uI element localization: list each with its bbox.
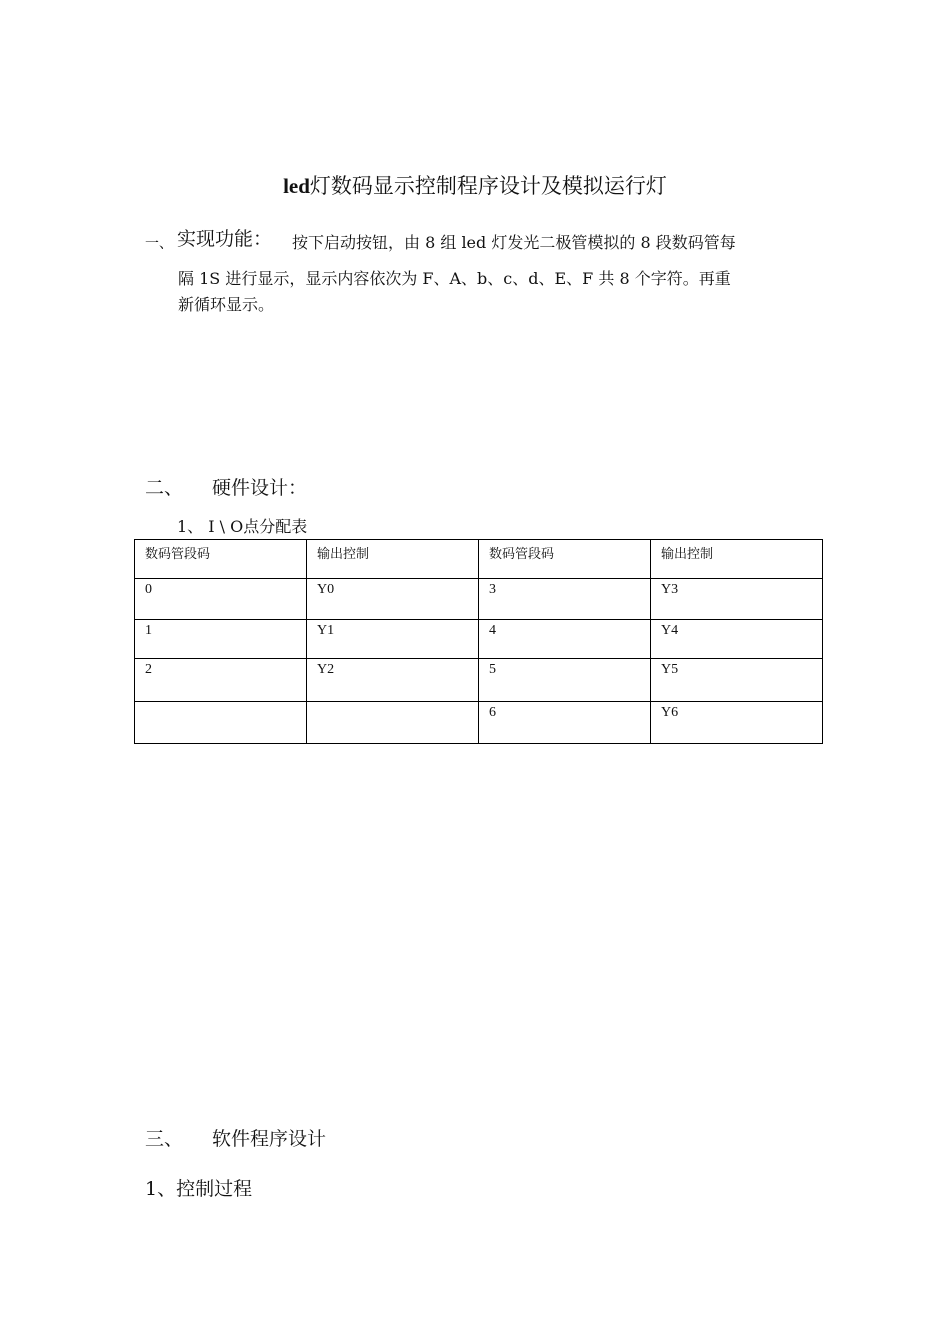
- table-header-cell: 输出控制: [307, 540, 479, 579]
- table-row: [135, 579, 823, 620]
- table-header-row: [135, 540, 823, 579]
- table-cell: 5: [479, 659, 651, 702]
- table-row: [135, 659, 823, 702]
- table-cell: Y0: [307, 579, 479, 620]
- table-header-cell: 数码管段码: [135, 540, 307, 579]
- section1-number: 一、: [145, 236, 173, 252]
- section2-heading: 硬件设计：: [212, 477, 308, 499]
- table-header-cell: 输出控制: [651, 540, 823, 579]
- table-cell: 0: [135, 579, 307, 620]
- io-table-caption: 1、 I \ O点分配表: [177, 517, 308, 536]
- table-cell: Y4: [651, 620, 823, 659]
- section2-number: 二、: [145, 477, 184, 499]
- table-cell: [135, 702, 307, 744]
- table-cell: Y6: [651, 702, 823, 744]
- section1-line3: 新循环显示。: [178, 295, 275, 314]
- table-cell: 1: [135, 620, 307, 659]
- page-title: [0, 170, 950, 200]
- section3-subheading: 1、控制过程: [145, 1178, 253, 1200]
- table-header-cell: 数码管段码: [479, 540, 651, 579]
- section1-heading: 实现功能：: [177, 228, 273, 250]
- table-cell: Y2: [307, 659, 479, 702]
- section3-number: 三、: [145, 1128, 184, 1150]
- title-bold: led: [283, 174, 310, 198]
- table-cell: Y3: [651, 579, 823, 620]
- section1-line1: 按下启动按钮，由 8 组 led 灯发光二极管模拟的 8 段数码管每: [292, 233, 736, 252]
- table-cell: 3: [479, 579, 651, 620]
- section3-heading: 软件程序设计: [212, 1128, 327, 1150]
- table-row: [135, 620, 823, 659]
- table-cell: 2: [135, 659, 307, 702]
- table-cell: 6: [479, 702, 651, 744]
- section1-line2: 隔 1S 进行显示，显示内容依次为 F、A、b、c、d、E、F 共 8 个字符。再重: [178, 269, 731, 288]
- io-assignment-table: [134, 539, 823, 744]
- table-cell: Y1: [307, 620, 479, 659]
- table-cell: 4: [479, 620, 651, 659]
- title-rest: 灯数码显示控制程序设计及模拟运行灯: [309, 174, 667, 198]
- table-row: [135, 702, 823, 744]
- table-cell: [307, 702, 479, 744]
- table-cell: Y5: [651, 659, 823, 702]
